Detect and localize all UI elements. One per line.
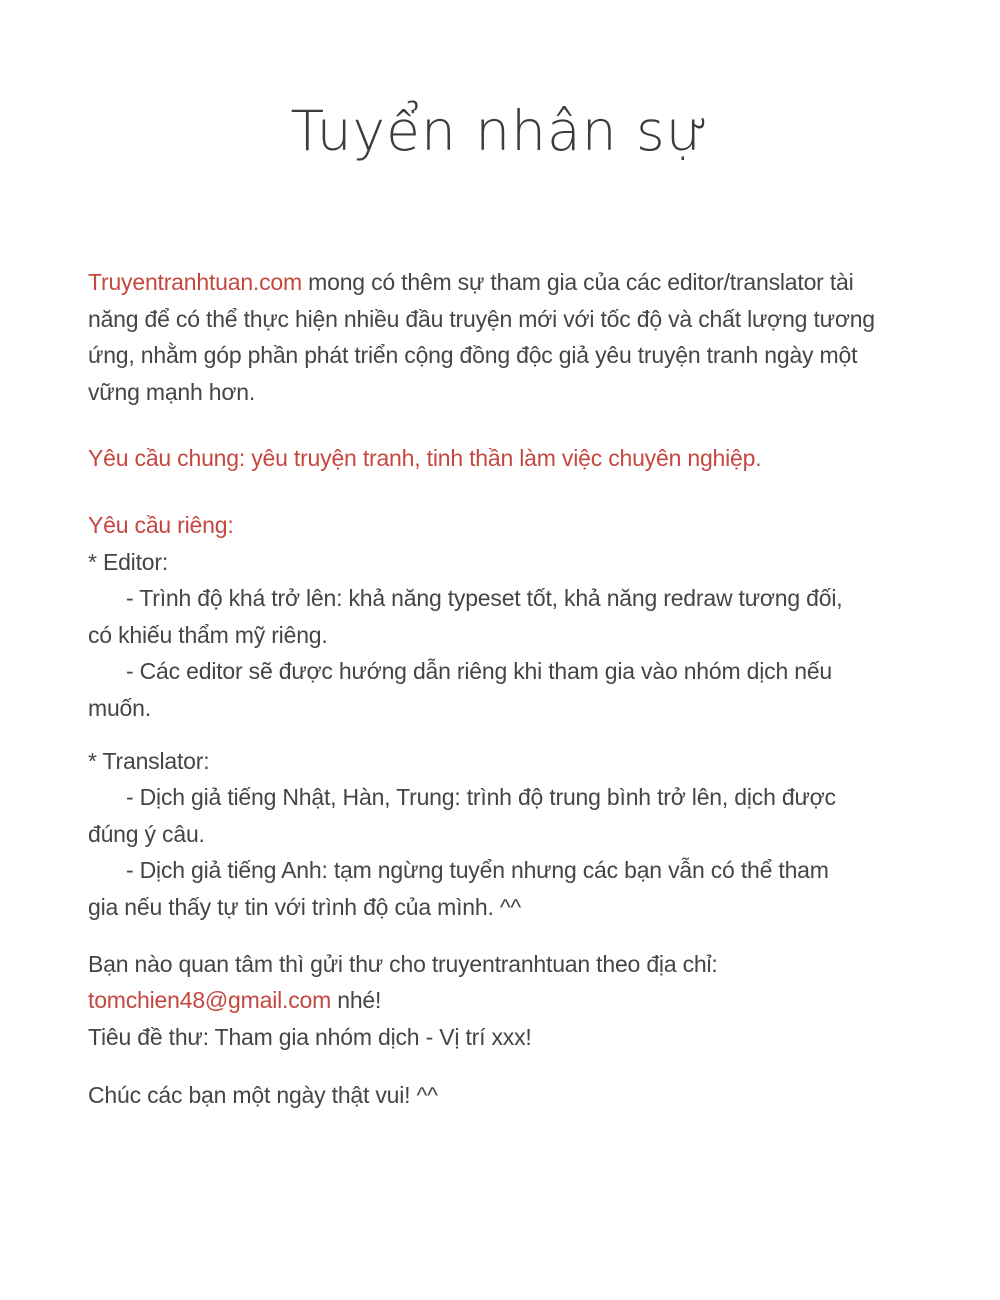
specific-requirements-editor-section bbox=[88, 507, 968, 727]
translator-bullet1-line1: - Dịch giả tiếng Nhật, Hàn, Trung: trình độ trung bình trở lên, dịch được bbox=[126, 784, 836, 811]
email-suffix-text: nhé! bbox=[331, 987, 382, 1014]
editor-heading: * Editor: bbox=[88, 548, 169, 575]
subject-line: Tiêu đề thư: Tham gia nhóm dịch - Vị trí xxx! bbox=[88, 1023, 532, 1050]
editor-bullet1-line2: có khiếu thẩm mỹ riêng. bbox=[88, 621, 328, 648]
editor-bullet2-line2: muốn. bbox=[88, 694, 151, 721]
page-title: Tuyển nhân sự bbox=[290, 99, 710, 163]
contact-block bbox=[88, 946, 968, 1056]
intro-line-3: ứng, nhằm góp phần phát triển cộng đồng độc giả yêu truyện tranh ngày một bbox=[88, 342, 858, 369]
site-link[interactable]: Truyentranhtuan.com bbox=[88, 269, 302, 295]
intro-line-1-text: mong có thêm sự tham gia của các editor/translator tài bbox=[301, 269, 854, 295]
specific-requirement-heading: Yêu cầu riêng: bbox=[88, 511, 234, 538]
contact-line-1: Bạn nào quan tâm thì gửi thư cho truyentranhtuan theo địa chỉ: bbox=[88, 950, 718, 977]
editor-bullet2-line1: - Các editor sẽ được hướng dẫn riêng khi tham gia vào nhóm dịch nếu bbox=[126, 658, 833, 685]
translator-bullet2-line2: gia nếu thấy tự tin với trình độ của mình. ^^ bbox=[88, 893, 522, 920]
closing-line: Chúc các bạn một ngày thật vui! ^^ bbox=[88, 1082, 438, 1109]
editor-bullet1-line1: - Trình độ khá trở lên: khả năng typeset tốt, khả năng redraw tương đối, bbox=[126, 585, 843, 612]
intro-paragraph bbox=[88, 264, 968, 410]
intro-line-4: vững mạnh hơn. bbox=[88, 378, 256, 405]
email-link[interactable]: tomchien48@gmail.com bbox=[88, 987, 332, 1014]
intro-line-1 bbox=[88, 264, 968, 301]
announcement-body bbox=[88, 264, 968, 1114]
general-requirement: Yêu cầu chung: yêu truyện tranh, tinh thần làm việc chuyên nghiệp. bbox=[88, 445, 762, 472]
intro-line-2: năng để có thể thực hiện nhiều đầu truyện mới với tốc độ và chất lượng tương bbox=[88, 305, 875, 332]
translator-section bbox=[88, 743, 968, 926]
contact-line-2 bbox=[88, 982, 968, 1019]
translator-heading: * Translator: bbox=[88, 747, 210, 774]
translator-bullet2-line1: - Dịch giả tiếng Anh: tạm ngừng tuyển nhưng các bạn vẫn có thể tham bbox=[126, 857, 829, 884]
translator-bullet1-line2: đúng ý câu. bbox=[88, 820, 205, 847]
